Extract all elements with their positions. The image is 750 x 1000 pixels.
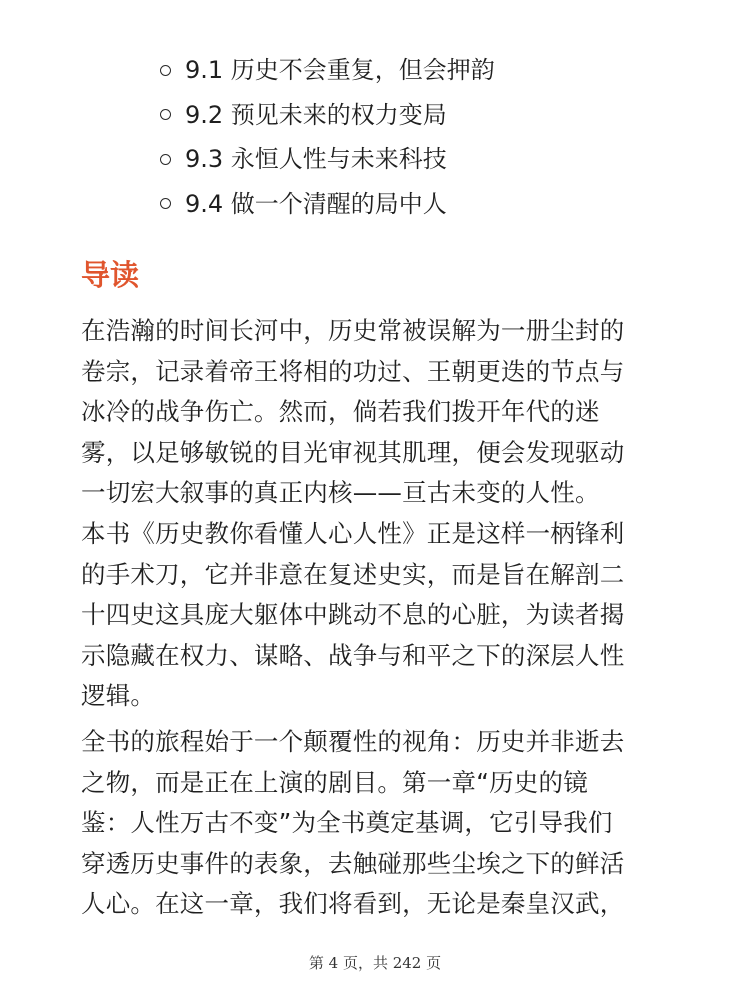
- paragraph-line: 逻辑。: [81, 681, 156, 711]
- toc-item-label: 9.2 预见未来的权力变局: [185, 100, 447, 129]
- body-paragraph: [81, 722, 675, 925]
- toc-item[interactable]: [160, 48, 495, 93]
- paragraph-line: 的手术刀，它并非意在复述史实，而是旨在解剖二: [81, 559, 625, 589]
- paragraph-line: 人心。在这一章，我们将看到，无论是秦皇汉武，: [81, 889, 625, 919]
- paragraph-line: 示隐藏在权力、谋略、战争与和平之下的深层人性: [81, 640, 625, 670]
- section-heading: 导读: [81, 258, 140, 292]
- paragraph-line: 十四史这具庞大躯体中跳动不息的心脏，为读者揭: [81, 600, 625, 630]
- paragraph-line: 冰冷的战争伤亡。然而，倘若我们拨开年代的迷: [81, 397, 600, 427]
- paragraph-line: 卷宗，记录着帝王将相的功过、王朝更迭的节点与: [81, 356, 625, 386]
- toc-item-label: 9.4 做一个清醒的局中人: [185, 189, 447, 218]
- paragraph-line: 在浩瀚的时间长河中，历史常被误解为一册尘封的: [81, 316, 625, 345]
- toc-item-label: 9.1 历史不会重复，但会押韵: [185, 56, 495, 85]
- toc-item[interactable]: [160, 137, 495, 182]
- toc-item[interactable]: [160, 182, 495, 227]
- circle-bullet-icon: [160, 65, 171, 76]
- paragraph-line: 鉴：人性万古不变”为全书奠定基调，它引导我们: [81, 808, 613, 838]
- paragraph-line: 之物，而是正在上演的剧目。第一章“历史的镜: [81, 767, 588, 797]
- paragraph-line: 本书《历史教你看懂人心人性》正是这样一柄锋利: [81, 518, 625, 548]
- toc-item-label: 9.3 永恒人性与未来科技: [185, 145, 447, 174]
- body-paragraph: [81, 311, 675, 717]
- paragraph-line: 穿透历史事件的表象，去触碰那些尘埃之下的鲜活: [81, 848, 625, 878]
- circle-bullet-icon: [160, 154, 171, 165]
- circle-bullet-icon: [160, 109, 171, 120]
- circle-bullet-icon: [160, 198, 171, 209]
- page-number-footer: 第 4 页，共 242 页: [308, 954, 442, 972]
- paragraph-line: 全书的旅程始于一个颠覆性的视角：历史并非逝去: [81, 727, 625, 756]
- paragraph-line: 一切宏大叙事的真正内核——亘古未变的人性。: [81, 478, 600, 508]
- toc-item[interactable]: [160, 93, 495, 138]
- paragraph-line: 雾，以足够敏锐的目光审视其肌理，便会发现驱动: [81, 437, 625, 467]
- table-of-contents-list: [160, 48, 495, 226]
